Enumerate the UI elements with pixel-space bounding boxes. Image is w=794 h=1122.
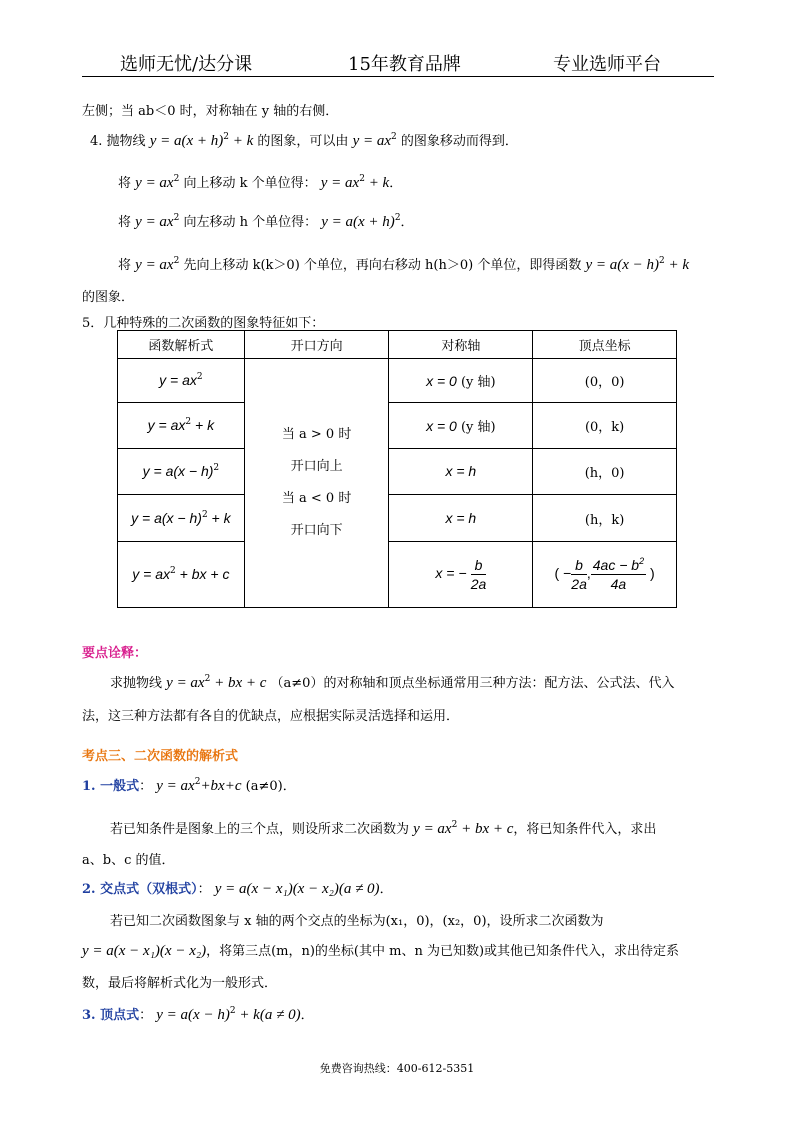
formula-cell: $y = ax^2 + k$ [118,403,245,449]
key-points-line-1: 求抛物线 $y = ax^2$ + bx + c （a≠0）的对称轴和顶点坐标通常用三种方法：配方法、公式法、代入 [110,674,675,691]
axis-cell: x = 0 (y 轴) [389,403,533,449]
vertex-cell: (h，0) [533,449,677,495]
axis-cell: x = h [389,449,533,495]
intercept-form-desc-3: 数，最后将解析式化为一般形式． [82,976,278,991]
formula-cell: $y = ax^2$ + bx + c [118,542,245,608]
table-row [118,495,677,542]
vertex-cell: ( − $\frac{b}{2a}$ , $\frac{4ac - b^2}{4a}$ ) [533,542,677,608]
table-header-row [118,331,677,359]
general-form-desc-2: a、b、c 的值． [82,853,175,868]
text-line-1: 左侧；当 ab＜0 时，对称轴在 y 轴的右侧． [82,104,339,119]
shift-combined-tail: 的图象． [82,290,135,305]
item-4: 4. 抛物线 $y = a(x + h)^2 + k$ 的图象，可以由 $y = ax^2$ 的图象移动而得到． [90,132,518,149]
general-form-line: 1. 一般式： $y = ax^2+bx+c$ (a≠0)． [82,777,296,794]
table-row [118,449,677,495]
table-header: 函数解析式 [118,331,245,359]
table-row [118,403,677,449]
vertex-fraction-x: $\frac{b}{2a}$ [571,557,587,592]
table-row [118,359,677,403]
table-header: 对称轴 [389,331,533,359]
axis-cell: x = − $\frac{b}{2a}$ [389,542,533,608]
header-rule [82,76,714,77]
key-points-line-2: 法，这三种方法都有各自的优缺点，应根据实际灵活选择和运用． [82,709,460,724]
features-table [117,330,677,608]
intercept-form-desc-2: y = a(x − x₁)(x − x₂)，将第三点(m，n)的坐标(其中 m、n 为已知数)或其他已知条件代入，求出待定系 [82,943,680,959]
vertex-cell: (0，0) [533,359,677,403]
header-left: 选师无忧/达分课 [120,54,253,75]
intercept-form-desc-1: 若已知二次函数图象与 x 轴的两个交点的坐标为(x₁，0)，(x₂，0)，设所求二次函数为 [110,914,604,929]
shift-combined-line: 将 $y = ax^2$ 先向上移动 k(k＞0) 个单位，再向右移动 h(h＞0) 个单位，即得函数 $y = a(x - h)^2 + k$ [118,256,690,273]
formula-cell: $y = a(x - h)^2$ [118,449,245,495]
axis-fraction: $\frac{b}{2a}$ [470,557,487,592]
item-5: 5．几种特殊的二次函数的图象特征如下： [82,316,325,331]
axis-cell: x = h [389,495,533,542]
header-right: 专业选师平台 [553,54,661,75]
key-points-title: 要点诠释： [82,646,148,661]
table-row [118,542,677,608]
table-header: 顶点坐标 [533,331,677,359]
section-3-title: 考点三、二次函数的解析式 [82,749,239,764]
vertex-cell: (h，k) [533,495,677,542]
vertex-fraction-y: $\frac{4ac - b^2}{4a}$ [592,556,645,592]
shift-up-line: 将 $y = ax^2$ 向上移动 k 个单位得： $y = ax^2 + k$． [118,174,403,191]
open-direction-cell: 当 a > 0 时 开口向上 当 a < 0 时 开口向下 [244,359,389,608]
formula-cell: $y = a(x - h)^2 + k$ [118,495,245,542]
vertex-cell: (0，k) [533,403,677,449]
header-center: 15年教育品牌 [348,54,461,75]
vertex-form-line: 3. 顶点式： $y = a(x - h)^2 + k(a \ne 0)$． [82,1006,314,1023]
footer-hotline: 免费咨询热线：400-612-5351 [319,1062,475,1075]
shift-left-line: 将 $y = ax^2$ 向左移动 h 个单位得： $y = a(x + h)^2$． [118,213,414,230]
intercept-form-line: 2. 交点式（双根式）： y = a(x − x₁)(x − x₂)(a ≠ 0)． [82,881,393,897]
general-form-desc-1: 若已知条件是图象上的三个点，则设所求二次函数为 $y = ax^2$ + bx + c，将已知条件代入，求出 [110,820,657,837]
table-header: 开口方向 [244,331,389,359]
formula-cell: $y = ax^2$ [118,359,245,403]
axis-cell: x = 0 (y 轴) [389,359,533,403]
